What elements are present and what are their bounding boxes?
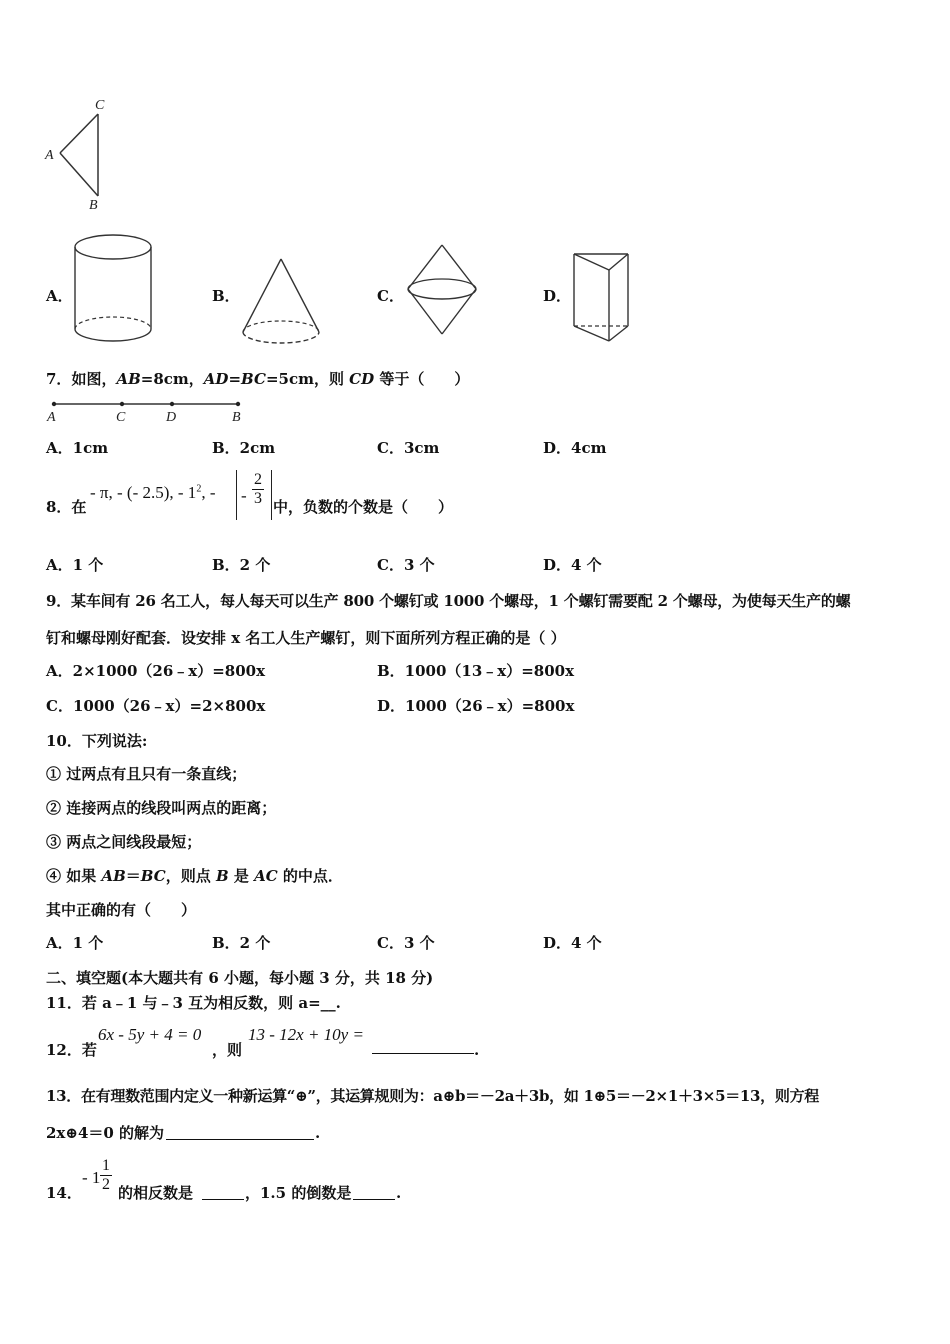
q9-option-b: B．1000（13﹣x）=800x	[377, 662, 575, 680]
q8-suffix: 中，负数的个数是（ ）	[273, 498, 454, 516]
q10-s4-bc: BC	[140, 867, 166, 885]
q14-mixed-minus: - 1	[82, 1168, 101, 1187]
q9-option-c: C．1000（26﹣x）=2×800x	[46, 697, 266, 715]
q8-expr1: - π, - (- 2.5), - 1	[90, 483, 197, 502]
q14-blank-1[interactable]	[202, 1199, 244, 1200]
triangle-label-a: A	[45, 148, 54, 163]
q7-number: 7．	[46, 370, 72, 388]
q7-prefix: 如图，	[71, 370, 117, 388]
q9-option-a: A．2×1000（26﹣x）=800x	[46, 662, 266, 680]
q11-question	[46, 993, 341, 1013]
q14-frac-den: 2	[102, 1176, 110, 1193]
q7-bc-val: =5cm，则	[265, 370, 350, 388]
section-2-title: 二、填空题(本大题共有 6 小题，每小题 3 分，共 18 分)	[46, 969, 434, 987]
q10-statement-4	[46, 866, 343, 886]
q10-s4-eq: ＝	[125, 867, 141, 885]
point-c-icon	[120, 402, 124, 406]
q6-option-d-label: D．	[543, 287, 572, 305]
line-label-b: B	[232, 410, 241, 425]
q12-condition: 6x - 5y + 4 = 0	[98, 1025, 202, 1044]
line-label-a: A	[47, 410, 56, 425]
q7-option-b: B．2cm	[212, 439, 276, 457]
q8-option-b: B．2 个	[212, 556, 271, 574]
q13-answer-blank[interactable]	[166, 1139, 314, 1140]
q8-expr2: , -	[201, 483, 216, 502]
q9-line1: 9．某车间有 26 名工人，每人每天可以生产 800 个螺钉或 1000 个螺母，1 个螺钉需要配 2 个螺母，为使每天生产的螺	[46, 592, 851, 610]
q7-option-a: A．1cm	[46, 439, 109, 457]
q10-option-b: B．2 个	[212, 934, 271, 952]
q10-option-d: D．4 个	[543, 934, 602, 952]
q11-blank: __	[320, 994, 336, 1012]
q10-s4-b: ，则点	[165, 867, 216, 885]
q14-blank-2[interactable]	[353, 1199, 395, 1200]
q14-fraction	[100, 1157, 112, 1194]
q14-text1: 的相反数是	[118, 1184, 194, 1202]
q6-option-b-label: B．	[212, 287, 240, 305]
q7-option-c: C．3cm	[377, 439, 440, 457]
q10-title: 10．下列说法:	[46, 732, 148, 750]
q7-line-figure	[0, 0, 950, 430]
point-b-icon	[236, 402, 240, 406]
q7-eq: =	[228, 370, 242, 388]
q6-option-a-label: A．	[46, 287, 73, 305]
q10-option-c: C．3 个	[377, 934, 435, 952]
q13-line1: 13．在有理数范围内定义一种新运算“⊕”，其运算规则为：a⊕b＝－2a＋3b，如 1⊕5＝－2×1＋3×5＝13，则方程	[46, 1087, 819, 1105]
q12-end: .	[474, 1041, 480, 1059]
q7-cd: CD	[349, 370, 375, 388]
q10-s4-a: ④ 如果	[46, 867, 102, 885]
q14-text2: ，1.5 的倒数是	[245, 1184, 352, 1202]
q7-option-d: D．4cm	[543, 439, 607, 457]
q8-frac-num: 2	[254, 471, 262, 488]
q12-answer-blank[interactable]	[372, 1053, 474, 1054]
q13-end: .	[315, 1124, 321, 1142]
q10-question: 其中正确的有（ ）	[46, 901, 197, 919]
q11-text: 11．若 a﹣1 与﹣3 互为相反数，则 a=	[46, 994, 321, 1012]
q14-end: .	[396, 1184, 402, 1202]
q8-option-c: C．3 个	[377, 556, 435, 574]
q6-option-c-label: C．	[377, 287, 404, 305]
q7-ab-val: =8cm，	[140, 370, 204, 388]
line-label-c: C	[116, 410, 126, 425]
q8-number: 8．在	[46, 498, 87, 516]
line-label-d: D	[166, 410, 177, 425]
q7-ad: AD	[203, 370, 229, 388]
q10-s4-ab: AB	[101, 867, 126, 885]
point-a-icon	[52, 402, 56, 406]
q14-frac-num: 1	[102, 1157, 110, 1174]
point-d-icon	[170, 402, 174, 406]
q10-statement-2: ② 连接两点的线段叫两点的距离；	[46, 799, 277, 817]
q12-mid: ，则	[212, 1041, 243, 1059]
q8-option-d: D．4 个	[543, 556, 602, 574]
q10-option-a: A．1 个	[46, 934, 104, 952]
q10-s4-d: 的中点．	[277, 867, 343, 885]
q8-expression	[90, 483, 215, 503]
q8-abs-minus: -	[241, 486, 247, 505]
q10-s4-c: 是	[228, 867, 255, 885]
q12-number: 12．若	[46, 1041, 97, 1059]
q7-suffix: 等于（ ）	[374, 370, 470, 388]
q8-exponent: 2	[196, 483, 202, 495]
q14-number: 14．	[46, 1184, 82, 1202]
q7-ab: AB	[116, 370, 141, 388]
triangle-label-b: B	[89, 198, 98, 213]
q9-line2: 钉和螺母刚好配套．设安排 x 名工人生产螺钉，则下面所列方程正确的是（ ）	[46, 629, 566, 647]
q10-s4-ac: AC	[254, 867, 278, 885]
q11-end: .	[335, 994, 341, 1012]
q8-frac-den: 3	[254, 490, 262, 507]
q10-s4-pt: B	[215, 867, 229, 885]
q12-expression: 13 - 12x + 10y =	[248, 1025, 364, 1044]
q7-bc: BC	[241, 370, 266, 388]
triangle-label-c: C	[95, 98, 105, 113]
q8-fraction	[252, 471, 264, 508]
q13-line2: 2x⊕4＝0 的解为	[46, 1124, 165, 1142]
q10-statement-1: ① 过两点有且只有一条直线；	[46, 765, 247, 783]
q10-statement-3: ③ 两点之间线段最短；	[46, 833, 202, 851]
q9-option-d: D．1000（26﹣x）=800x	[377, 697, 575, 715]
q8-option-a: A．1 个	[46, 556, 104, 574]
